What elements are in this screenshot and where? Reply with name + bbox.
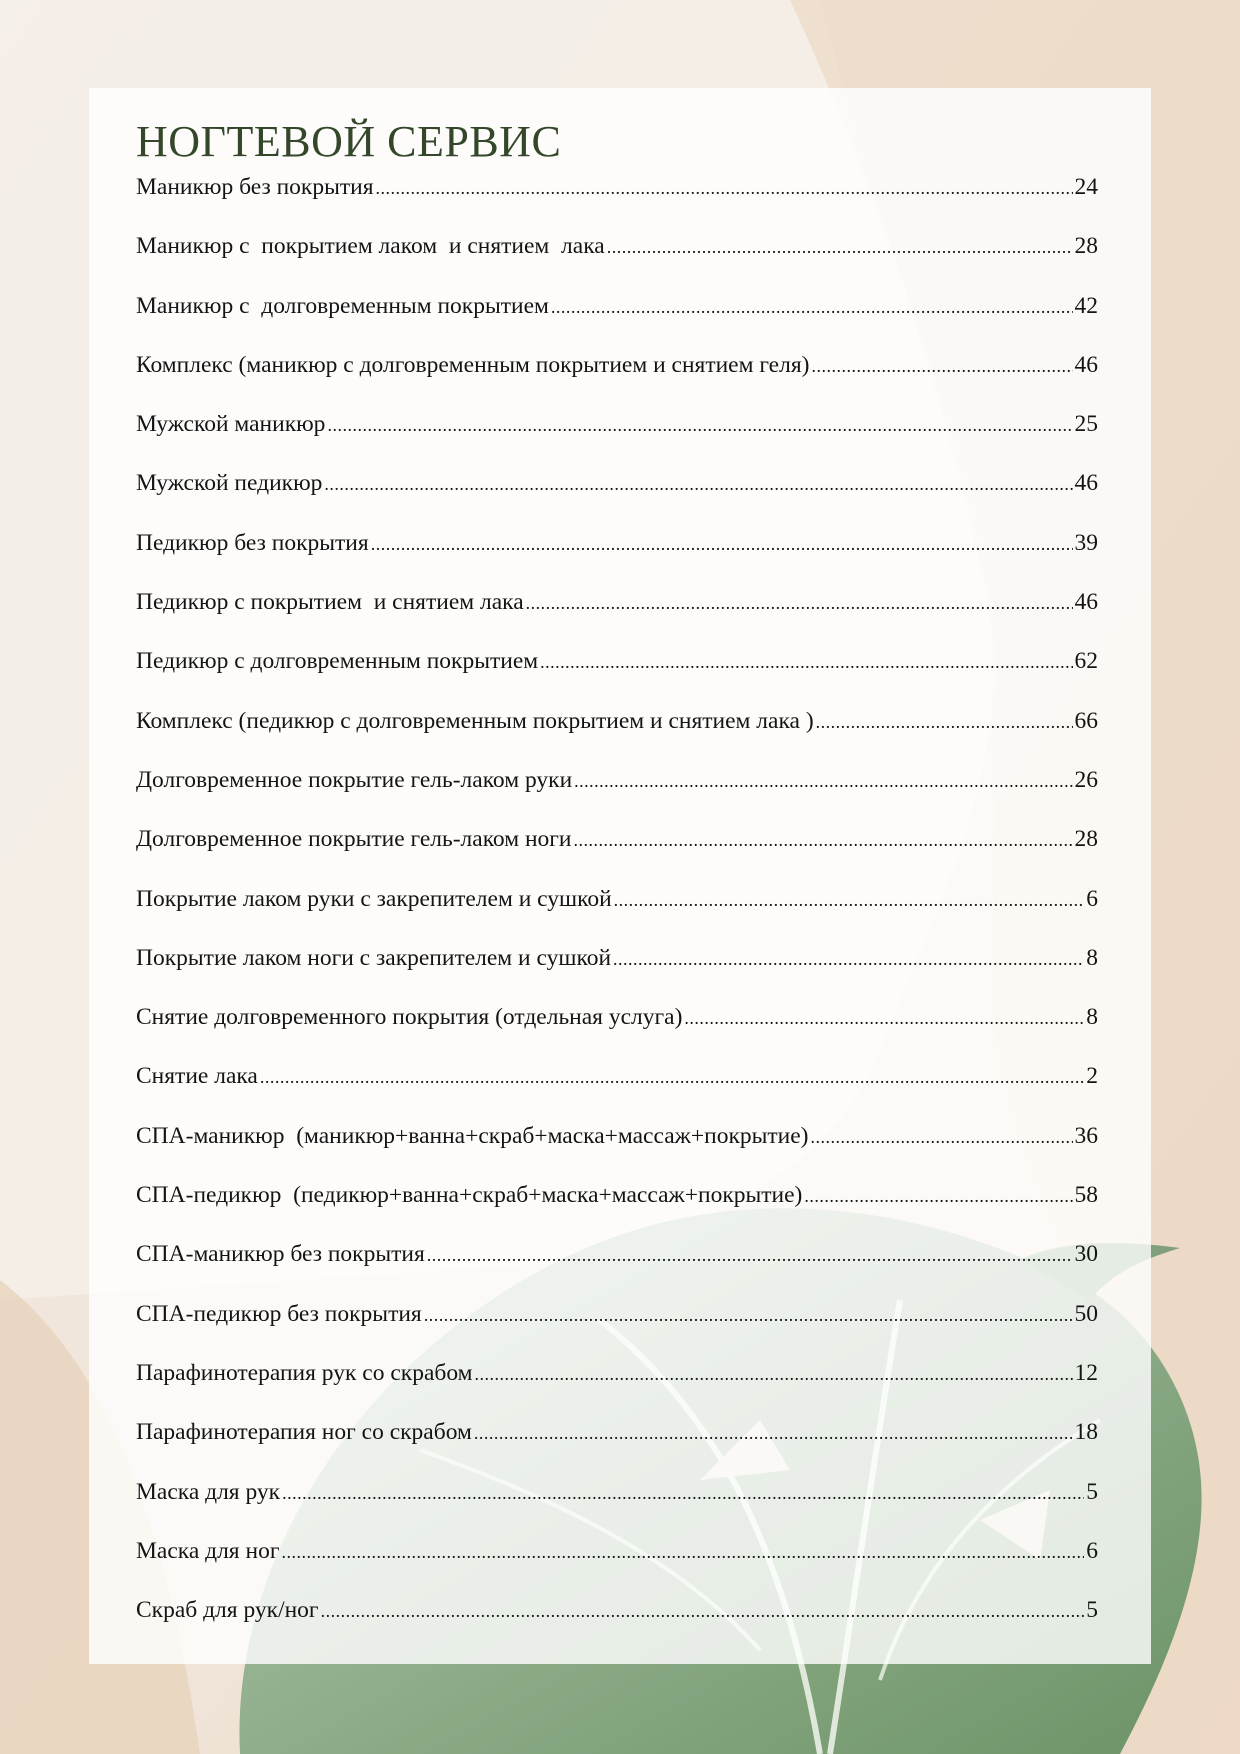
dot-leader bbox=[526, 589, 1073, 616]
service-row bbox=[136, 411, 1098, 470]
service-name: Педикюр без покрытия bbox=[136, 529, 369, 556]
service-row bbox=[136, 1419, 1098, 1478]
price-list-panel bbox=[89, 88, 1151, 1664]
dot-leader bbox=[475, 1360, 1073, 1387]
dot-leader bbox=[607, 233, 1073, 260]
service-row bbox=[136, 1182, 1098, 1241]
service-name: Снятие лака bbox=[136, 1063, 258, 1090]
dot-leader bbox=[816, 708, 1073, 735]
dot-leader bbox=[574, 767, 1072, 794]
service-price: 50 bbox=[1074, 1300, 1098, 1327]
service-row bbox=[136, 589, 1098, 648]
service-name: Покрытие лаком руки с закрепителем и сушкой bbox=[136, 885, 612, 912]
service-name: Парафинотерапия рук со скрабом bbox=[136, 1359, 473, 1386]
dot-leader bbox=[260, 1063, 1084, 1090]
service-name: Комплекс (педикюр с долговременным покрытием и снятием лака ) bbox=[136, 707, 814, 734]
service-row bbox=[136, 826, 1098, 885]
dot-leader bbox=[376, 174, 1073, 201]
service-name: СПА-педикюр (педикюр+ванна+скраб+маска+массаж+покрытие) bbox=[136, 1182, 803, 1209]
service-price: 28 bbox=[1074, 233, 1098, 260]
dot-leader bbox=[324, 470, 1072, 497]
dot-leader bbox=[327, 411, 1072, 438]
service-price: 66 bbox=[1074, 707, 1098, 734]
service-price: 2 bbox=[1086, 1063, 1098, 1090]
service-row bbox=[136, 648, 1098, 707]
service-name: Маникюр без покрытия bbox=[136, 174, 374, 200]
service-price: 5 bbox=[1086, 1597, 1098, 1624]
service-row bbox=[136, 767, 1098, 826]
service-name: Парафинотерапия ног со скрабом bbox=[136, 1419, 472, 1446]
dot-leader bbox=[811, 1123, 1073, 1150]
service-price: 30 bbox=[1074, 1241, 1098, 1268]
service-name: СПА-педикюр без покрытия bbox=[136, 1300, 422, 1327]
service-price: 28 bbox=[1074, 826, 1098, 853]
service-name: Педикюр с покрытием и снятием лака bbox=[136, 589, 524, 616]
dot-leader bbox=[427, 1241, 1073, 1268]
service-price: 24 bbox=[1074, 174, 1098, 200]
service-name: Мужской педикюр bbox=[136, 470, 323, 497]
dot-leader bbox=[474, 1419, 1073, 1446]
service-row bbox=[136, 1479, 1098, 1538]
dot-leader bbox=[371, 530, 1073, 557]
service-row bbox=[136, 1063, 1098, 1122]
service-row bbox=[136, 352, 1098, 411]
service-price: 46 bbox=[1074, 589, 1098, 616]
service-name: Комплекс (маникюр с долговременным покрытием и снятием геля) bbox=[136, 351, 810, 378]
dot-leader bbox=[614, 886, 1085, 913]
service-list bbox=[136, 174, 1098, 1656]
service-price: 5 bbox=[1086, 1478, 1098, 1505]
service-row bbox=[136, 1241, 1098, 1300]
service-row bbox=[136, 1597, 1098, 1656]
service-price: 25 bbox=[1074, 411, 1098, 438]
page-title: НОГТЕВОЙ СЕРВИС bbox=[136, 117, 562, 166]
dot-leader bbox=[551, 293, 1073, 320]
service-name: Маска для рук bbox=[136, 1478, 281, 1505]
service-row bbox=[136, 1538, 1098, 1597]
dot-leader bbox=[804, 1182, 1072, 1209]
service-row bbox=[136, 470, 1098, 529]
service-name: Мужской маникюр bbox=[136, 411, 326, 438]
service-name: Снятие долговременного покрытия (отдельная услуга) bbox=[136, 1004, 683, 1031]
service-price: 8 bbox=[1086, 1004, 1098, 1031]
service-price: 6 bbox=[1086, 885, 1098, 912]
service-price: 26 bbox=[1074, 766, 1098, 793]
dot-leader bbox=[321, 1597, 1085, 1624]
service-name: СПА-маникюр (маникюр+ванна+скраб+маска+массаж+покрытие) bbox=[136, 1122, 809, 1149]
service-row bbox=[136, 1123, 1098, 1182]
service-row bbox=[136, 708, 1098, 767]
service-name: Маникюр с покрытием лаком и снятием лака bbox=[136, 233, 605, 260]
service-row bbox=[136, 1301, 1098, 1360]
service-name: Маска для ног bbox=[136, 1537, 280, 1564]
dot-leader bbox=[574, 826, 1073, 853]
dot-leader bbox=[540, 648, 1072, 675]
service-price: 18 bbox=[1074, 1419, 1098, 1446]
service-price: 42 bbox=[1074, 292, 1098, 319]
dot-leader bbox=[424, 1301, 1073, 1328]
service-price: 12 bbox=[1074, 1359, 1098, 1386]
service-row bbox=[136, 1004, 1098, 1063]
service-name: Маникюр с долговременным покрытием bbox=[136, 292, 549, 319]
dot-leader bbox=[613, 945, 1084, 972]
dot-leader bbox=[684, 1004, 1084, 1031]
service-price: 39 bbox=[1074, 529, 1098, 556]
service-price: 36 bbox=[1074, 1122, 1098, 1149]
service-name: Долговременное покрытие гель-лаком руки bbox=[136, 766, 573, 793]
service-row bbox=[136, 293, 1098, 352]
service-price: 8 bbox=[1086, 944, 1098, 971]
service-row bbox=[136, 233, 1098, 292]
service-row bbox=[136, 530, 1098, 589]
dot-leader bbox=[281, 1538, 1084, 1565]
service-row bbox=[136, 1360, 1098, 1419]
service-name: Покрытие лаком ноги с закрепителем и сушкой bbox=[136, 944, 612, 971]
dot-leader bbox=[282, 1479, 1084, 1506]
service-price: 58 bbox=[1074, 1182, 1098, 1209]
service-price: 46 bbox=[1074, 470, 1098, 497]
dot-leader bbox=[811, 352, 1072, 379]
service-price: 46 bbox=[1074, 351, 1098, 378]
service-name: СПА-маникюр без покрытия bbox=[136, 1241, 425, 1268]
service-row bbox=[136, 886, 1098, 945]
service-name: Долговременное покрытие гель-лаком ноги bbox=[136, 826, 572, 853]
service-name: Скраб для рук/ног bbox=[136, 1597, 319, 1624]
service-price: 62 bbox=[1074, 648, 1098, 675]
service-price: 6 bbox=[1086, 1537, 1098, 1564]
service-row bbox=[136, 945, 1098, 1004]
service-row bbox=[136, 174, 1098, 233]
service-name: Педикюр с долговременным покрытием bbox=[136, 648, 539, 675]
